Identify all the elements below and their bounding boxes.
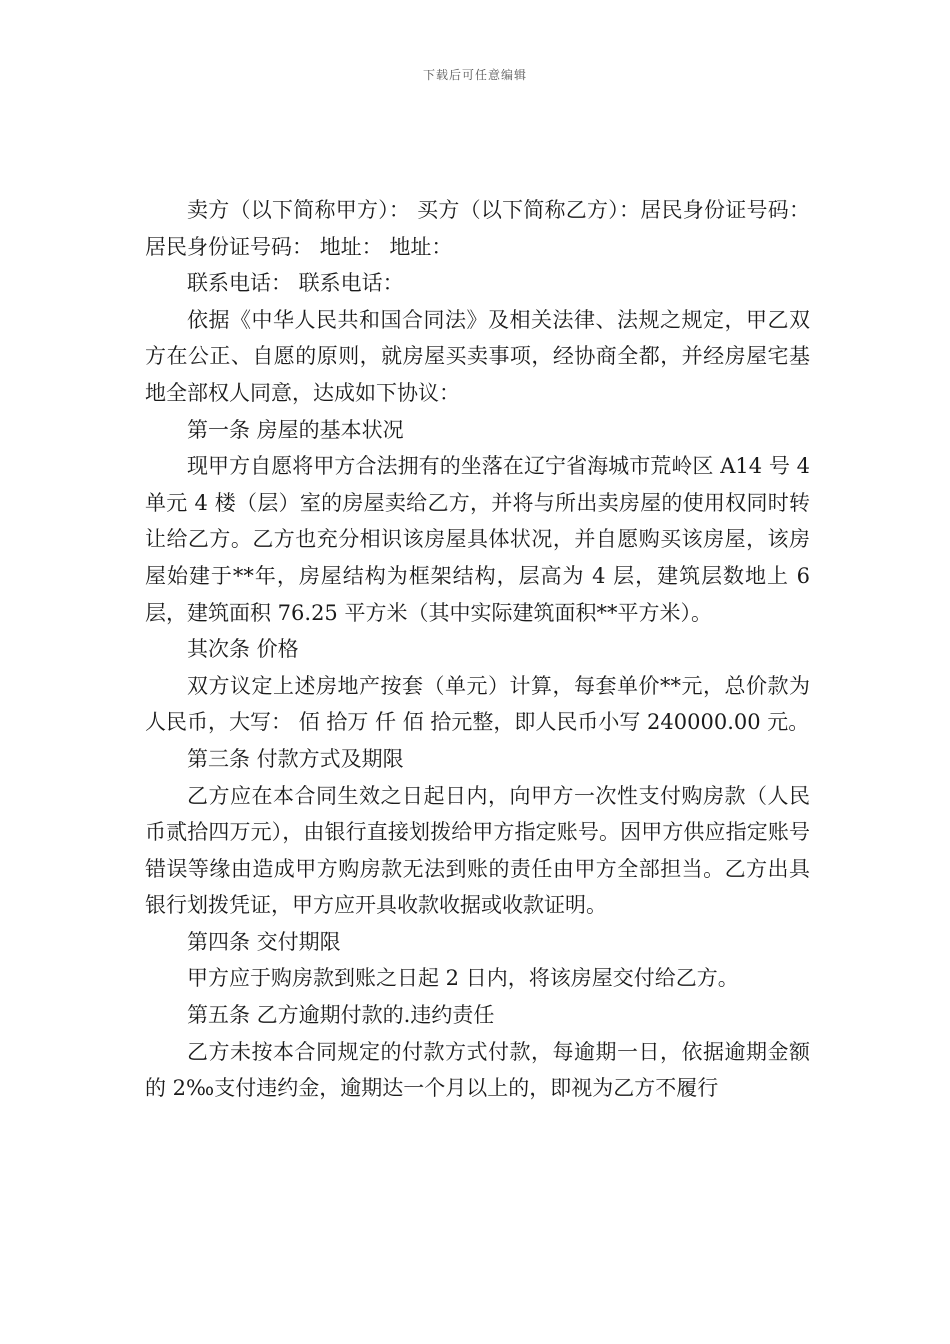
article-3-title: 第三条 付款方式及期限 <box>187 746 404 771</box>
parties-paragraph: 卖方（以下简称甲方）： 买方（以下简称乙方）：居民身份证号码：居民身份证号码： 地址： 地址： <box>145 198 810 259</box>
phones-paragraph: 联系电话： 联系电话： <box>187 271 404 296</box>
article-2-body: 双方议定上述房地产按套（单元）计算，每套单价**元，总价款为人民币，大写： 佰 拾万 仟 佰 拾元整，即人民币小写 240000.00 元。 <box>145 673 810 735</box>
article-1-title: 第一条 房屋的基本状况 <box>187 417 404 442</box>
article-2-title: 其次条 价格 <box>187 637 299 662</box>
header-note: 下载后可任意编辑 <box>422 68 527 82</box>
article-1-body: 现甲方自愿将甲方合法拥有的坐落在辽宁省海城市荒岭区 A14 号 4 单元 4 楼（层）室的房屋卖给乙方，并将与所出卖房屋的使用权同时转让给乙方。乙方也充分相识该房屋具体状况，并自愿购买该房屋，该房屋始建于**年，房屋结构为框架结构，层高为 4 层，建筑层数地上 6 层，建筑面积 76.25 平方米（其中实际建筑面积**平方米）。 <box>145 454 810 625</box>
preamble-paragraph: 依据《中华人民共和国合同法》及相关法律、法规之规定，甲乙双方在公正、自愿的原则，就房屋买卖事项，经协商全都，并经房屋宅基地全部权人同意，达成如下协议： <box>145 307 810 405</box>
article-3-body: 乙方应在本合同生效之日起日内，向甲方一次性支付购房款（人民币贰拾四万元），由银行直接划拨给甲方指定账号。因甲方供应指定账号错误等缘由造成甲方购房款无法到账的责任由甲方全部担当。乙方出具银行划拨凭证，甲方应开具收款收据或收款证明。 <box>145 783 810 918</box>
article-4-title: 第四条 交付期限 <box>187 929 341 954</box>
article-5-body: 乙方未按本合同规定的付款方式付款，每逾期一日，依据逾期金额的 2‰支付违约金，逾期达一个月以上的，即视为乙方不履行 <box>145 1039 810 1101</box>
article-4-body: 甲方应于购房款到账之日起 2 日内，将该房屋交付给乙方。 <box>187 966 739 991</box>
article-5-title: 第五条 乙方逾期付款的.违约责任 <box>187 1003 495 1028</box>
contract-body <box>145 192 810 1107</box>
